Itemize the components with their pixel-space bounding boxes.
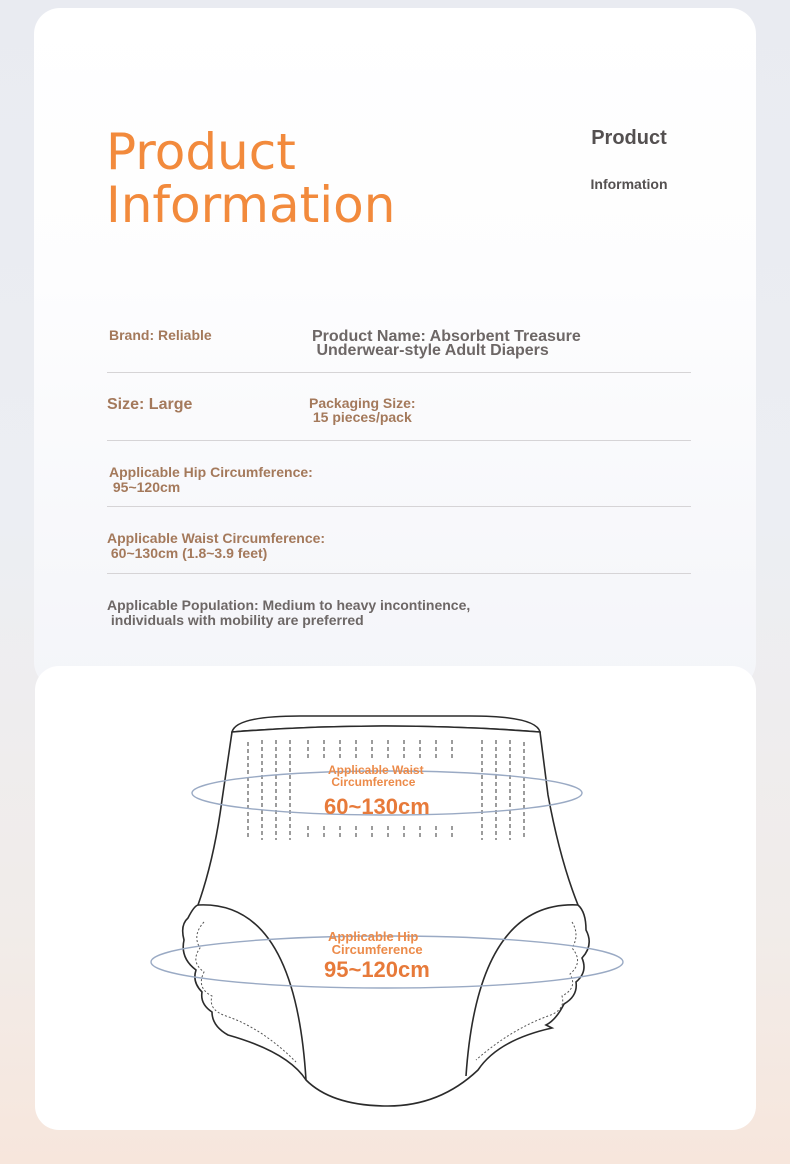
hip-line2: 95~120cm bbox=[109, 479, 181, 495]
hip-diagram-label bbox=[328, 930, 423, 956]
brand-text: Brand: Reliable bbox=[109, 327, 212, 343]
side-title-line1: Product bbox=[591, 127, 667, 149]
product-name-line1: Product Name: Absorbent Treasure bbox=[312, 328, 581, 345]
side-title-line2: Information bbox=[590, 176, 668, 192]
hip-label-line2: Circumference bbox=[328, 942, 423, 957]
waist-diagram-value: 60~130cm bbox=[324, 794, 430, 819]
hip-line1: Applicable Hip Circumference: bbox=[109, 464, 313, 480]
packaging-line2: 15 pieces/pack bbox=[309, 409, 412, 425]
size-text: Size: Large bbox=[107, 396, 193, 413]
waist-line1: Applicable Waist Circumference: bbox=[107, 530, 326, 546]
hip-diagram-value: 95~120cm bbox=[324, 957, 430, 982]
packaging-line1: Packaging Size: bbox=[309, 395, 416, 411]
waist-line2: 60~130cm (1.8~3.9 feet) bbox=[107, 545, 268, 561]
waist-label-line1: Applicable Waist bbox=[328, 763, 424, 777]
product-name-line2: Underwear-style Adult Diapers bbox=[312, 342, 549, 359]
hip-label-line1: Applicable Hip bbox=[328, 929, 419, 944]
population-line1: Applicable Population: Medium to heavy incontinence, bbox=[107, 597, 471, 613]
waist-label-line2: Circumference bbox=[328, 775, 416, 789]
page-title-line2: Information bbox=[106, 176, 396, 234]
population-line2: individuals with mobility are preferred bbox=[107, 612, 364, 628]
waist-diagram-label bbox=[328, 764, 424, 788]
page-title-line1: Product bbox=[106, 123, 296, 181]
